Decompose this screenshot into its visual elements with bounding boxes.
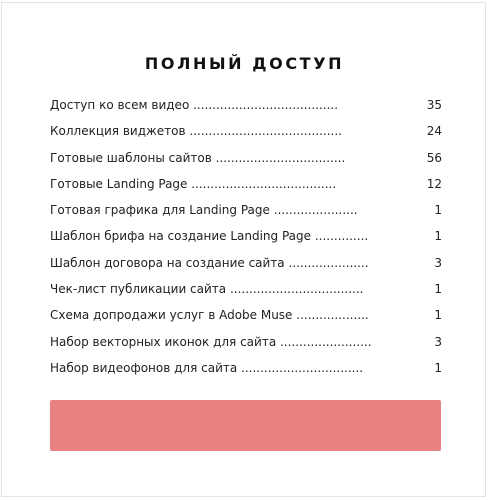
feature-label: Шаблон брифа на создание Landing Page ..............: [50, 229, 369, 244]
feature-row: [50, 358, 442, 384]
plan-title: ПОЛНЫЙ ДОСТУП: [144, 54, 345, 73]
feature-count: 1: [434, 203, 442, 218]
feature-row: [50, 95, 442, 121]
feature-label: Готовая графика для Landing Page ......................: [50, 203, 358, 218]
feature-count: 3: [434, 334, 442, 349]
feature-list: [50, 95, 442, 384]
pricing-card: [1, 2, 486, 497]
feature-row: [50, 305, 442, 331]
feature-row: [50, 121, 442, 147]
feature-count: 24: [426, 124, 442, 139]
feature-count: 1: [434, 360, 442, 375]
feature-count: 12: [426, 176, 442, 191]
feature-label: Набор векторных иконок для сайта ........................: [50, 334, 372, 349]
feature-count: 1: [434, 282, 442, 297]
feature-row: [50, 253, 442, 279]
feature-count: 1: [434, 229, 442, 244]
feature-count: 1: [434, 308, 442, 323]
feature-row: [50, 279, 442, 305]
feature-label: Готовые шаблоны сайтов ..................................: [50, 150, 346, 165]
feature-label: Набор видеофонов для сайта ................................: [50, 360, 364, 375]
feature-label: Шаблон договора на создание сайта .....................: [50, 255, 369, 270]
feature-row: [50, 174, 442, 200]
feature-count: 35: [426, 98, 442, 112]
feature-label: Доступ ко всем видео ......................................: [50, 98, 339, 112]
feature-label: Коллекция виджетов ........................................: [50, 124, 342, 139]
feature-row: [50, 226, 442, 252]
feature-label: Схема допродажи услуг в Adobe Muse ...................: [50, 308, 369, 323]
feature-count: 56: [426, 150, 442, 165]
feature-count: 3: [434, 255, 442, 270]
feature-label: Чек-лист публикации сайта ...................................: [50, 282, 364, 297]
feature-row: [50, 148, 442, 174]
feature-row: [50, 200, 442, 226]
feature-row: [50, 332, 442, 358]
feature-label: Готовые Landing Page ......................................: [50, 176, 337, 191]
buy-button[interactable]: [50, 400, 441, 451]
